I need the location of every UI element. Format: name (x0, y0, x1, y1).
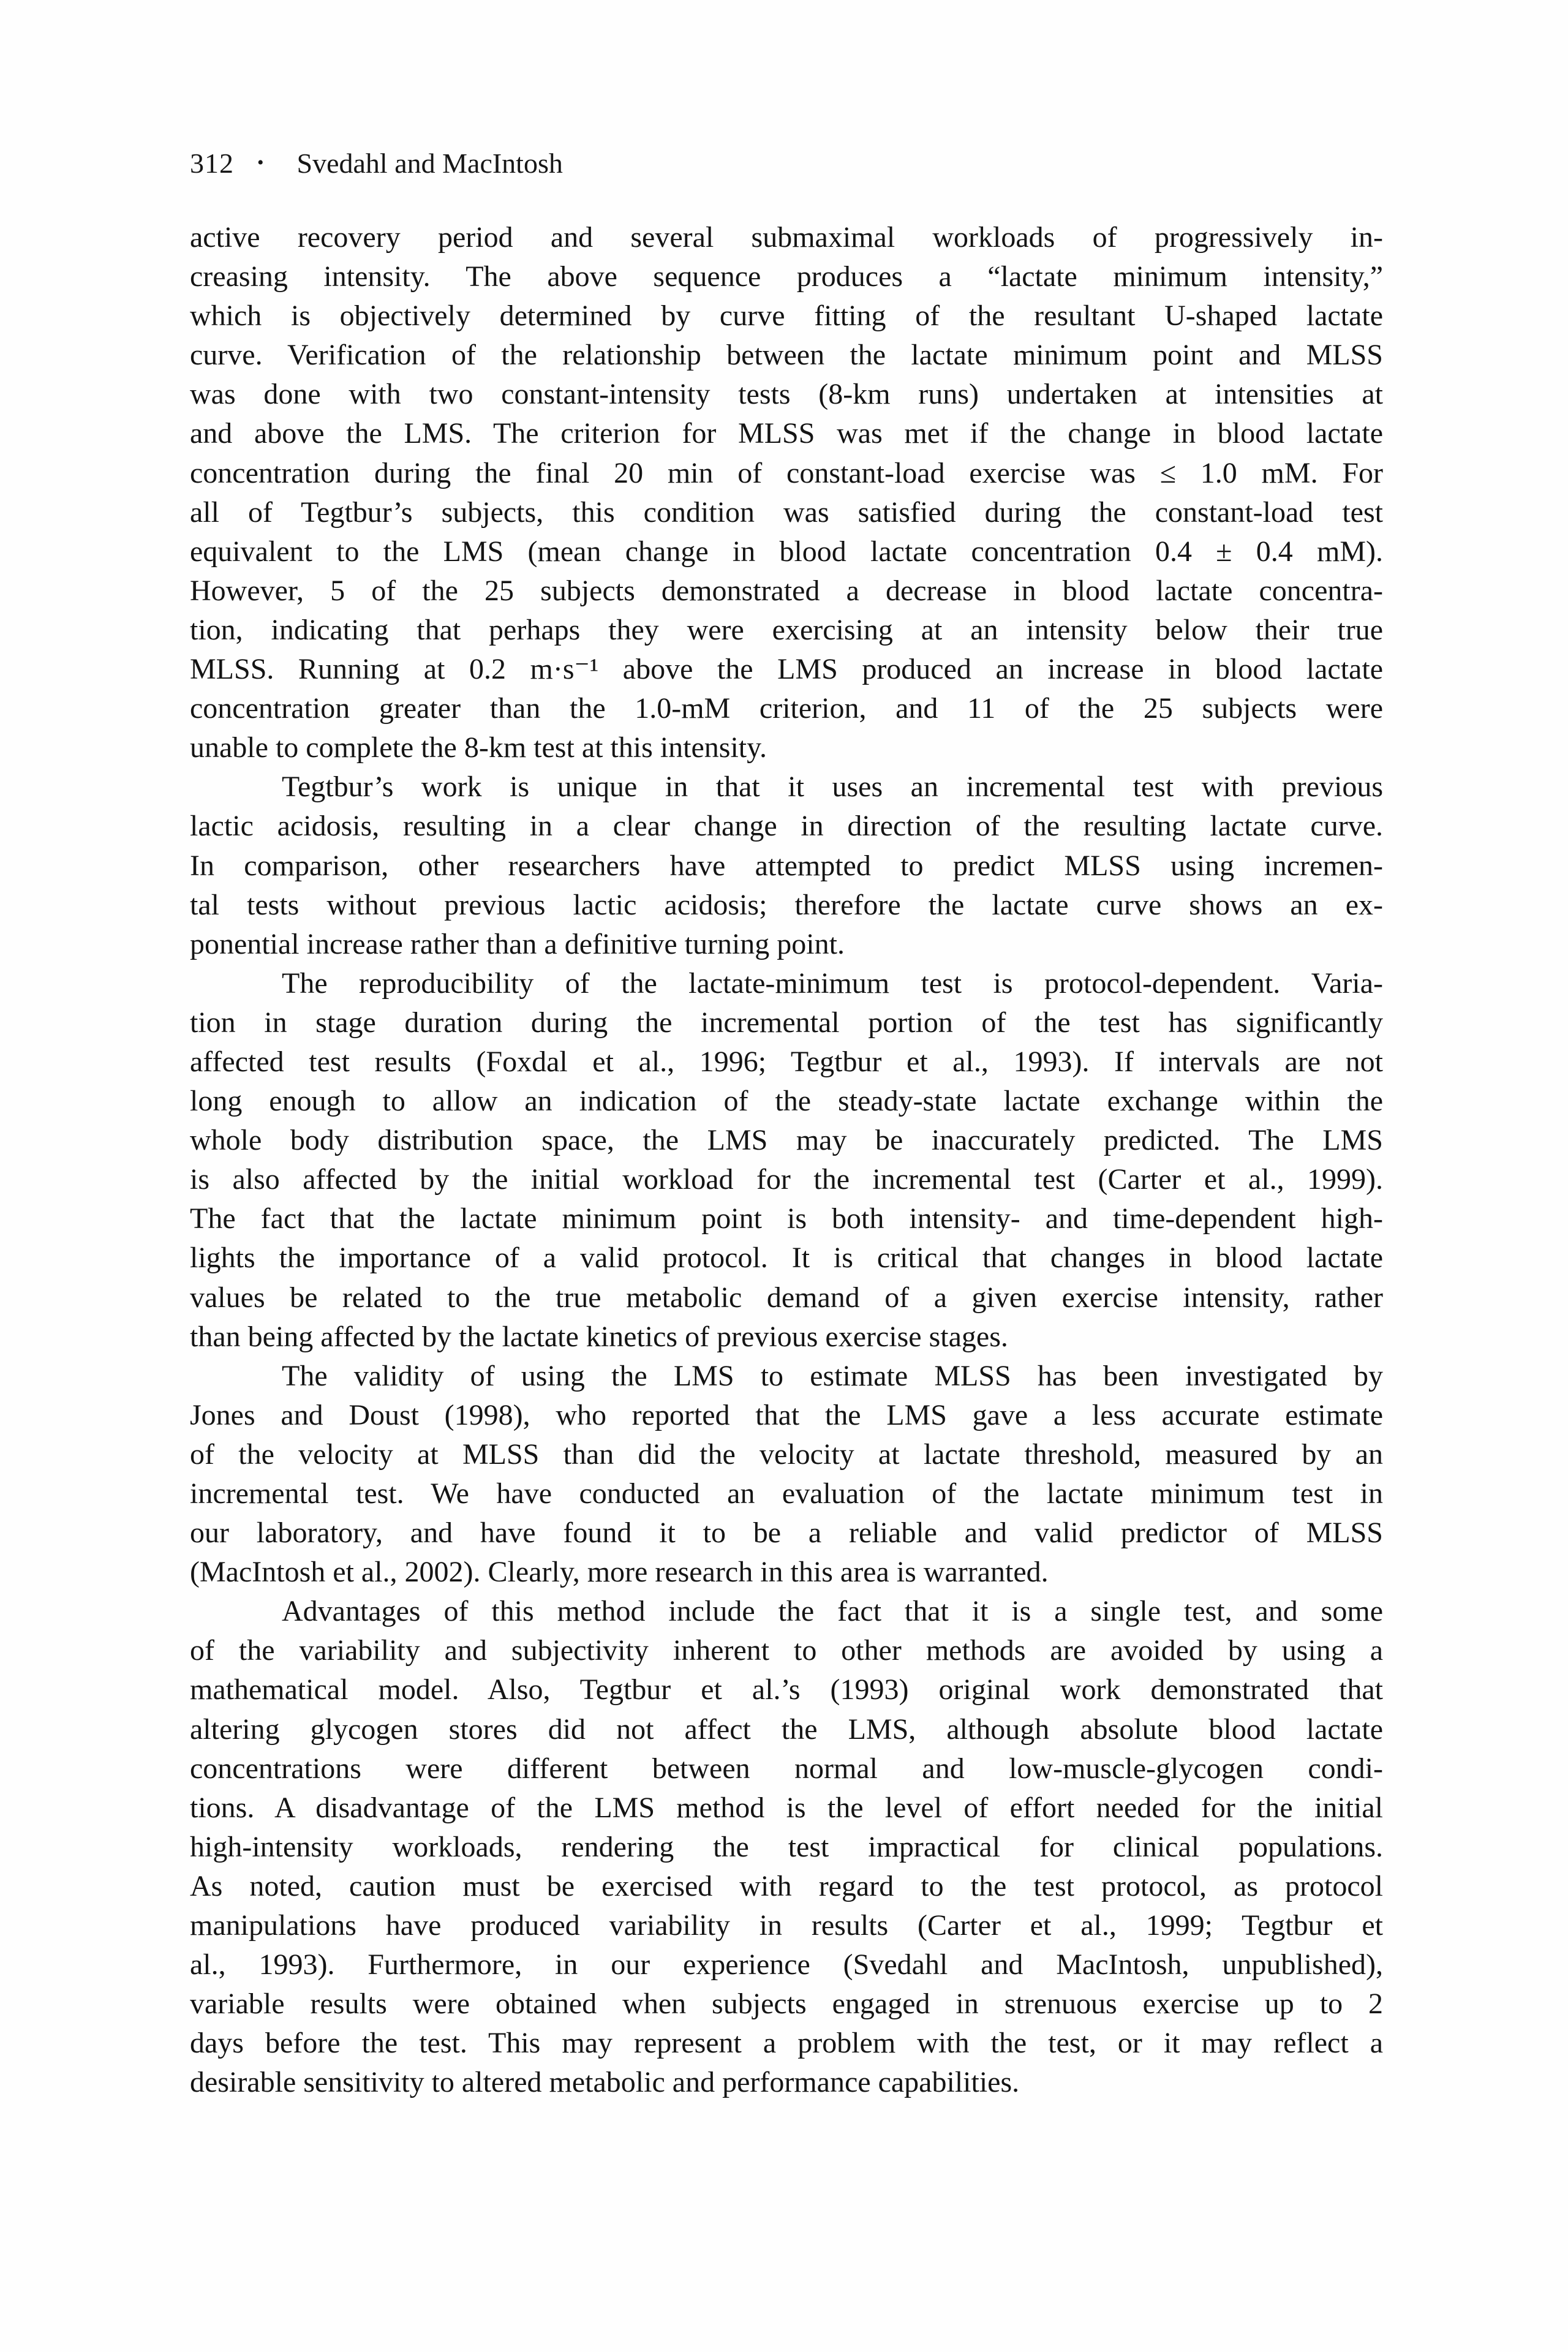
text-line: concentrations were different between normal and low-muscle-glycogen condi- (190, 1752, 1383, 1785)
paragraph (190, 1357, 1383, 1593)
text-line: was done with two constant-intensity tests (8-km runs) undertaken at intensities at (190, 378, 1383, 411)
text-line: creasing intensity. The above sequence produces a “lactate minimum intensity,” (190, 260, 1383, 293)
text-line: lights the importance of a valid protocol. It is critical that changes in blood lactate (190, 1242, 1383, 1275)
paragraph (190, 1592, 1383, 2102)
text-line: However, 5 of the 25 subjects demonstrated a decrease in blood lactate concentra- (190, 574, 1383, 607)
text-line: affected test results (Foxdal et al., 1996; Tegtbur et al., 1993). If intervals are not (190, 1045, 1383, 1078)
text-line: In comparison, other researchers have attempted to predict MLSS using incremen- (190, 849, 1383, 882)
running-head-title: Svedahl and MacIntosh (296, 148, 563, 179)
text-line: values be related to the true metabolic demand of a given exercise intensity, rather (190, 1281, 1383, 1314)
text-line: ponential increase rather than a definitive turning point. (190, 927, 845, 960)
text-line: tal tests without previous lactic acidosis; therefore the lactate curve shows an ex- (190, 888, 1383, 921)
text-line: (MacIntosh et al., 2002). Clearly, more research in this area is warranted. (190, 1556, 1049, 1589)
text-line: and above the LMS. The criterion for MLSS was met if the change in blood lactate (190, 417, 1383, 450)
text-line: whole body distribution space, the LMS may be inaccurately predicted. The LMS (190, 1124, 1383, 1157)
text-line: long enough to allow an indication of the steady-state lactate exchange within the (190, 1085, 1383, 1118)
text-line: The reproducibility of the lactate-minimum test is protocol-dependent. Varia- (282, 967, 1383, 1000)
text-line: tions. A disadvantage of the LMS method is the level of effort needed for the initial (190, 1791, 1383, 1824)
page-header (190, 146, 563, 181)
text-line: of the velocity at MLSS than did the velocity at lactate threshold, measured by an (190, 1438, 1383, 1471)
text-line: days before the test. This may represent a problem with the test, or it may reflect a (190, 2027, 1383, 2060)
text-line: our laboratory, and have found it to be a reliable and valid predictor of MLSS (190, 1517, 1383, 1550)
text-line: As noted, caution must be exercised with regard to the test protocol, as protocol (190, 1869, 1383, 1902)
body-text (190, 218, 1383, 2103)
text-line: lactic acidosis, resulting in a clear change in direction of the resulting lactate curve. (190, 810, 1383, 843)
text-line: The fact that the lactate minimum point is both intensity- and time-dependent high- (190, 1202, 1383, 1235)
text-line: Jones and Doust (1998), who reported that the LMS gave a less accurate estimate (190, 1398, 1383, 1431)
text-line: tion, indicating that perhaps they were exercising at an intensity below their true (190, 613, 1383, 646)
page-number: 312 (190, 148, 234, 179)
text-line: active recovery period and several submaximal workloads of progressively in- (190, 221, 1383, 254)
paragraph (190, 218, 1383, 767)
text-line: mathematical model. Also, Tegtbur et al.’s (1993) original work demonstrated that (190, 1673, 1383, 1706)
text-line: which is objectively determined by curve fitting of the resultant U-shaped lactate (190, 300, 1383, 333)
text-line: is also affected by the initial workload for the incremental test (Carter et al., 1999). (190, 1163, 1383, 1196)
text-line: high-intensity workloads, rendering the test impractical for clinical populations. (190, 1830, 1383, 1863)
text-line: concentration during the final 20 min of constant-load exercise was ≤ 1.0 mM. For (190, 456, 1383, 489)
paragraph (190, 964, 1383, 1357)
text-line: Tegtbur’s work is unique in that it uses an incremental test with previous (282, 771, 1383, 804)
text-line: The validity of using the LMS to estimate MLSS has been investigated by (282, 1359, 1383, 1392)
text-line: incremental test. We have conducted an evaluation of the lactate minimum test in (190, 1477, 1383, 1510)
text-line: desirable sensitivity to altered metabolic and performance capabilities. (190, 2066, 1020, 2099)
text-line: al., 1993). Furthermore, in our experience (Svedahl and MacIntosh, unpublished), (190, 1948, 1383, 1981)
text-line: than being affected by the lactate kinetics of previous exercise stages. (190, 1320, 1008, 1353)
text-line: concentration greater than the 1.0-mM criterion, and 11 of the 25 subjects were (190, 692, 1383, 725)
bullet-separator-icon: • (257, 153, 264, 173)
paragraph (190, 767, 1383, 963)
text-line: equivalent to the LMS (mean change in blood lactate concentration 0.4 ± 0.4 mM). (190, 535, 1383, 568)
text-line: curve. Verification of the relationship between the lactate minimum point and MLSS (190, 339, 1383, 372)
text-line: Advantages of this method include the fact that it is a single test, and some (282, 1595, 1383, 1628)
text-line: tion in stage duration during the incremental portion of the test has significantly (190, 1006, 1383, 1039)
text-line: altering glycogen stores did not affect the LMS, although absolute blood lactate (190, 1713, 1383, 1746)
text-line: MLSS. Running at 0.2 m·s⁻¹ above the LMS produced an increase in blood lactate (190, 653, 1383, 686)
text-line: unable to complete the 8-km test at this intensity. (190, 731, 767, 764)
text-line: of the variability and subjectivity inherent to other methods are avoided by using a (190, 1634, 1383, 1667)
text-line: manipulations have produced variability in results (Carter et al., 1999; Tegtbur et (190, 1909, 1383, 1942)
text-line: variable results were obtained when subjects engaged in strenuous exercise up to 2 (190, 1988, 1383, 2021)
text-line: all of Tegtbur’s subjects, this condition was satisfied during the constant-load test (190, 496, 1383, 529)
